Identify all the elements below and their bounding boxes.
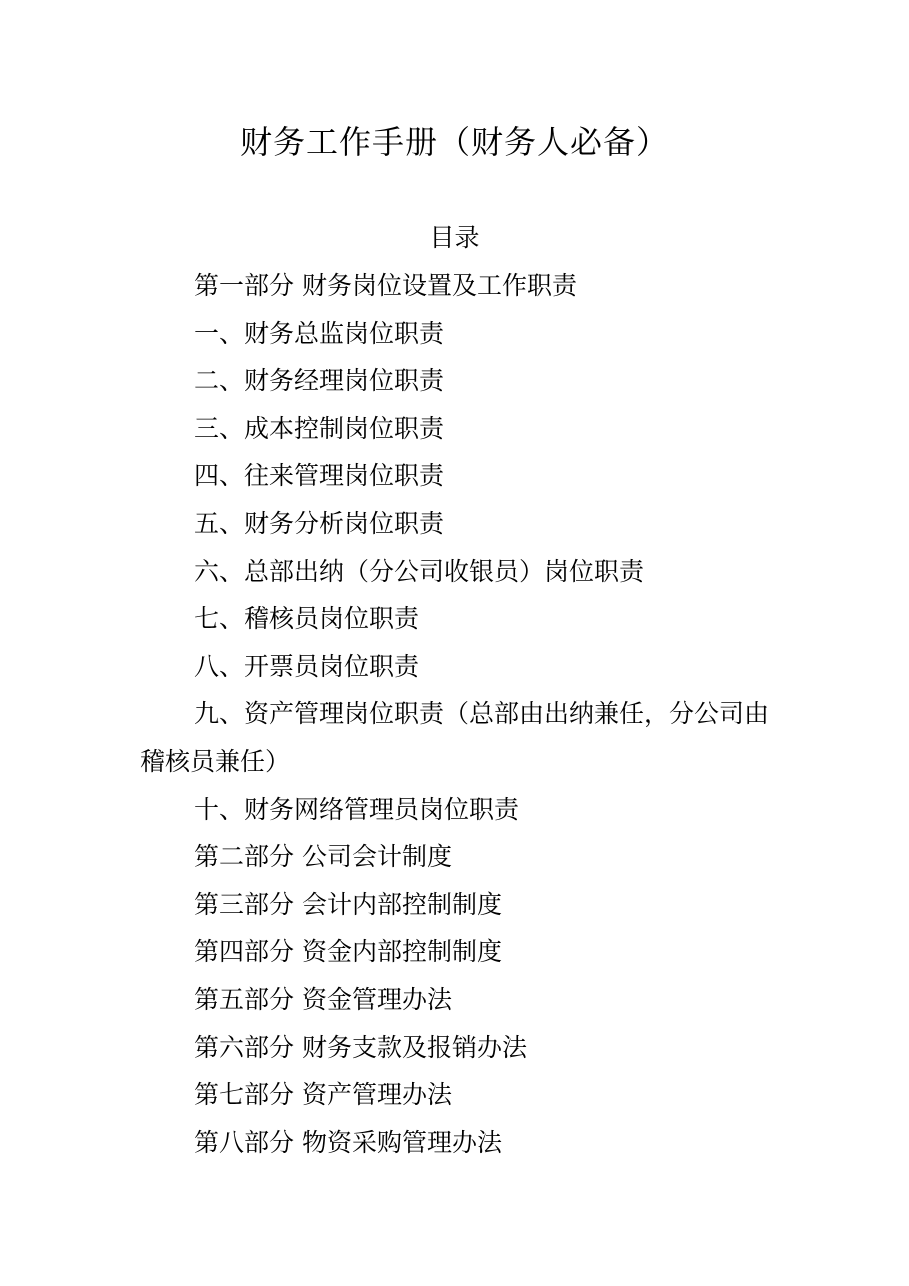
toc-item: 三、成本控制岗位职责: [194, 413, 445, 443]
toc-item: 七、稽核员岗位职责: [194, 604, 420, 634]
document-title: 财务工作手册（财务人必备）: [239, 123, 669, 161]
toc-item: 第三部分 会计内部控制制度: [194, 889, 502, 919]
toc-item: 第二部分 公司会计制度: [194, 842, 452, 872]
toc-item: 第五部分 资金管理办法: [194, 984, 452, 1014]
toc-item: 九、资产管理岗位职责（总部由出纳兼任，分公司由稽核员兼任）: [140, 699, 770, 776]
table-of-contents: [140, 262, 780, 1166]
toc-item: 六、总部出纳（分公司收银员）岗位职责: [194, 556, 645, 586]
toc-item: 四、往来管理岗位职责: [194, 461, 445, 491]
toc-item: 第七部分 资产管理办法: [194, 1080, 452, 1110]
toc-heading: 目录: [429, 223, 480, 252]
toc-item: 第四部分 资金内部控制制度: [194, 937, 502, 967]
toc-item: 第一部分 财务岗位设置及工作职责: [194, 271, 577, 300]
toc-item: 一、财务总监岗位职责: [194, 318, 445, 348]
toc-item: 第六部分 财务支款及报销办法: [194, 1032, 527, 1062]
toc-item: 二、财务经理岗位职责: [194, 366, 445, 396]
toc-item: 十、财务网络管理员岗位职责: [194, 794, 520, 824]
toc-item: 五、财务分析岗位职责: [194, 508, 445, 538]
toc-item: 八、开票员岗位职责: [194, 651, 420, 681]
toc-item: 第八部分 物资采购管理办法: [194, 1127, 502, 1157]
